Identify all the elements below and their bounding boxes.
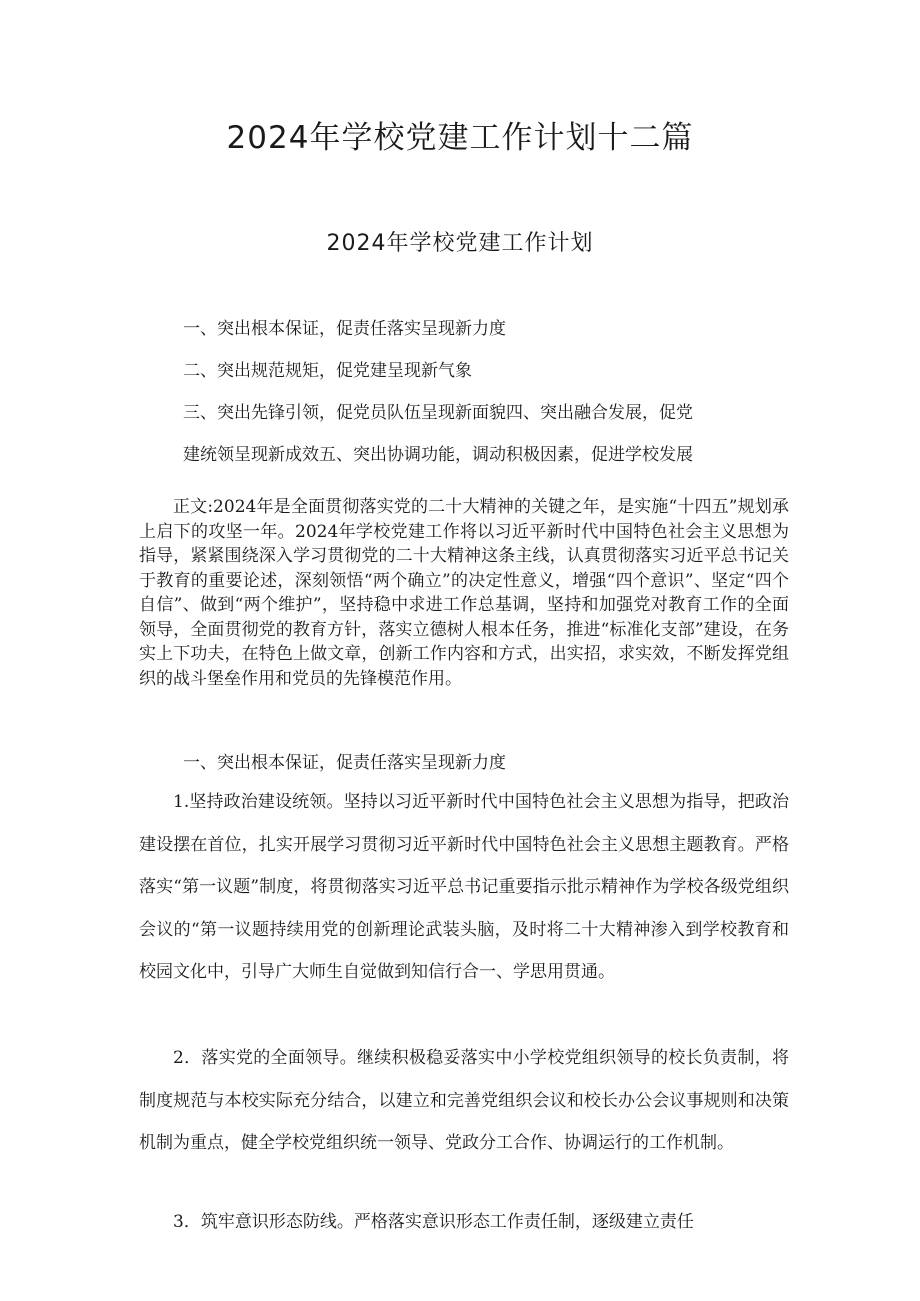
outline-list bbox=[183, 320, 793, 476]
document-subtitle: 2024年学校党建工作计划 bbox=[326, 231, 594, 256]
outline-item-2: 二、突出规范规矩，促党建呈现新气象 bbox=[183, 361, 472, 381]
outline-item-3 bbox=[183, 392, 793, 476]
intro-paragraph: 正文:2024年是全面贯彻落实党的二十大精神的关键之年，是实施“十四五”规划承上启下的攻坚一年。2024年学校党建工作将以习近平新时代中国特色社会主义思想为指导，紧紧围绕深入学习贯彻党的二十大精神这条主线，认真贯彻落实习近平总书记关于教育的重要论述，深刻领悟“两个确立”的决定性意义，增强“四个意识”、坚定“四个自信”、做到“两个维护”，坚持稳中求进工作总基调，坚持和加强党对教育工作的全面领导，全面贯彻党的教育方针，落实立德树人根本任务，推进“标准化支部”建设，在务实上下功夫，在特色上做文章，创新工作内容和方式，出实招，求实效，不断发挥党组织的战斗堡垒作用和党员的先锋模范作用。 bbox=[139, 497, 789, 689]
outline-item-1: 一、突出根本保证，促责任落实呈现新力度 bbox=[183, 319, 506, 339]
outline-item-3-line-1: 三、突出先锋引领，促党员队伍呈现新面貌四、突出融合发展，促党 bbox=[183, 403, 693, 423]
body-paragraph-1: 1.坚持政治建设统领。坚持以习近平新时代中国特色社会主义思想为指导，把政治建设摆在首位，扎实开展学习贯彻习近平新时代中国特色社会主义思想主题教育。严格落实“第一议题”制度，将贯彻落实习近平总书记重要指示批示精神作为学校各级党组织会议的“第一议题持续用党的创新理论武装头脑，及时将二十大精神渗入到学校教育和校园文化中，引导广大师生自觉做到知信行合一、学思用贯通。 bbox=[139, 792, 789, 982]
document-title: 2024年学校党建工作计划十二篇 bbox=[226, 120, 694, 156]
body-paragraph-2: 2．落实党的全面领导。继续积极稳妥落实中小学校党组织领导的校长负责制，将制度规范与本校实际充分结合，以建立和完善党组织会议和校长办公会议事规则和决策机制为重点，健全学校党组织统一领导、党政分工合作、协调运行的工作机制。 bbox=[139, 1048, 789, 1153]
section-1-heading: 一、突出根本保证，促责任落实呈现新力度 bbox=[183, 753, 506, 773]
outline-item-3-line-2: 建统领呈现新成效五、突出协调功能，调动积极因素，促进学校发展 bbox=[183, 445, 693, 465]
body-paragraph-3: 3．筑牢意识形态防线。严格落实意识形态工作责任制，逐级建立责任 bbox=[173, 1212, 694, 1232]
